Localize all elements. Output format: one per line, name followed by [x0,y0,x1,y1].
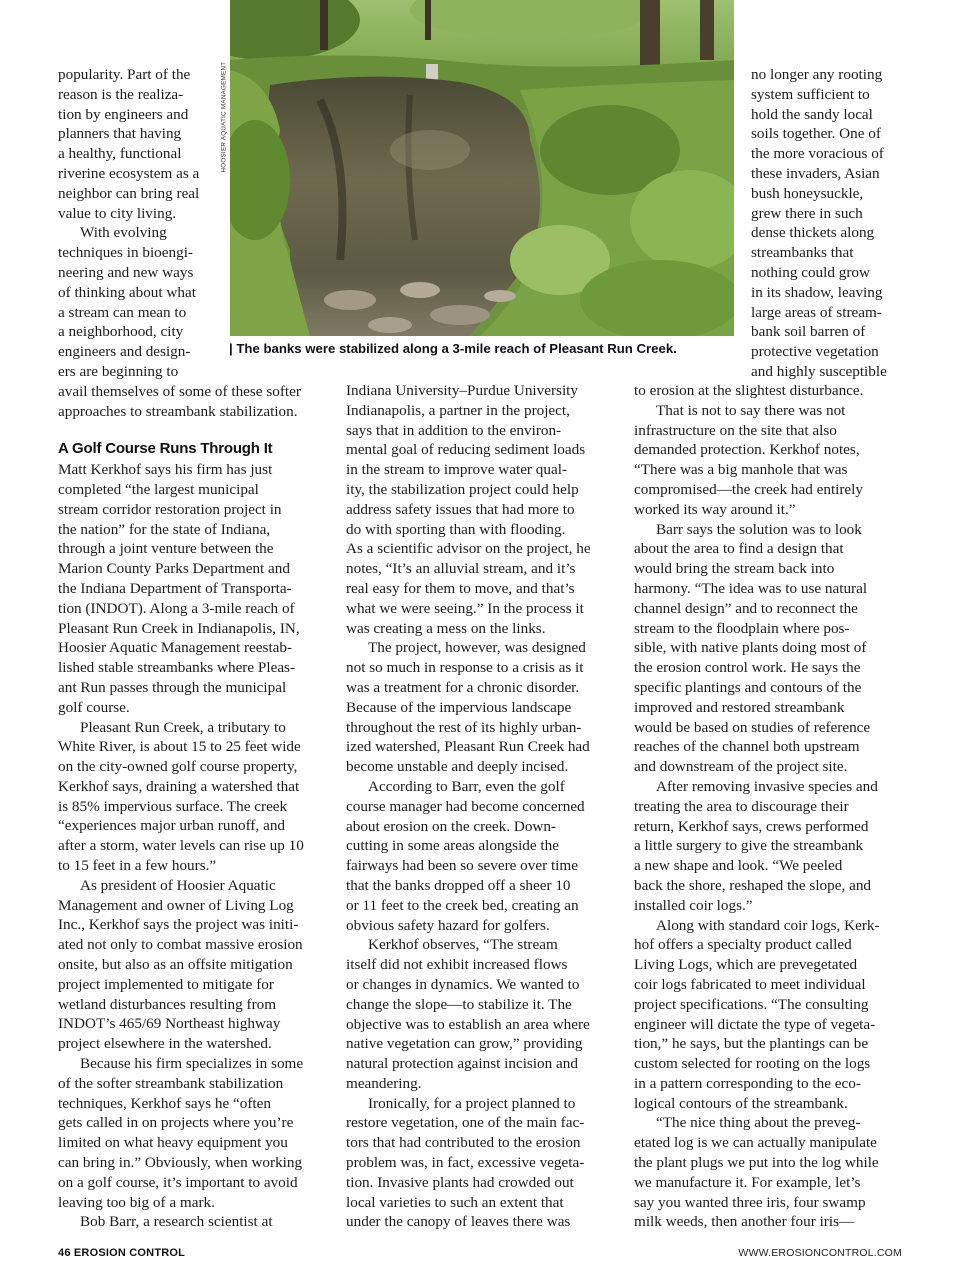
text-line: tion. Invasive plants had crowded out [346,1173,574,1191]
text-line: the plant plugs we put into the log while [634,1154,879,1172]
text-line: mental goal of reducing sediment loads [346,441,586,459]
text-line: can bring in.” Obviously, when working [58,1154,303,1172]
text-line: not so much in response to a crisis as it [346,659,584,677]
text-line: INDOT’s 465/69 Northeast highway [58,1015,281,1033]
text-line: limited on what heavy equipment you [58,1134,288,1152]
text-line: back the shore, reshaped the slope, and [634,876,872,894]
text-line: tion (INDOT). Along a 3-mile reach of [58,599,295,617]
text-line: ers are beginning to [58,362,179,380]
text-line: onsite, but also as an offsite mitigation [58,956,293,974]
column-2 [346,381,621,1232]
text-line: wetland disturbances resulting from [58,995,277,1013]
text-line: ated not only to combat massive erosion [58,936,303,954]
text-line: a new shape and look. “We peeled [634,857,843,875]
text-line: is 85% impervious surface. The creek [58,797,288,815]
text-line: As a scientific advisor on the project, he [346,540,591,558]
text-line: address safety issues that had more to [346,500,575,518]
text-line: planners that having [58,125,182,143]
text-line: tors that had contributed to the erosion [346,1134,581,1152]
col2-para-2 [346,638,621,777]
text-line: specific plantings and contours of the [634,678,862,696]
text-line: through a joint venture between the [58,540,274,558]
text-line: milk weeds, then another four iris— [634,1213,855,1231]
text-line: golf course. [58,698,130,716]
text-line: to erosion at the slightest disturbance. [634,382,864,399]
text-line: harmony. “The idea was to use natural [634,579,868,597]
text-line: coir logs fabricated to meet individual [634,975,866,993]
text-line: Pleasant Run Creek in Indianapolis, IN, [58,619,300,637]
text-line: itself did not exhibit increased flows [346,956,568,974]
text-line: or changes in dynamics. We wanted to [346,975,580,993]
text-line: Kerkhof observes, “The stream [368,936,558,954]
text-line: reaches of the channel both upstream [634,738,860,756]
text-line: After removing invasive species and [656,777,878,795]
text-line: would be based on studies of reference [634,718,871,736]
text-line: hold the sandy local [751,105,873,123]
text-line: Hoosier Aquatic Management reestab- [58,639,293,657]
col1-para-1 [58,61,333,223]
col1-para-6 [58,1054,333,1212]
text-line: gets called in on projects where you’re [58,1114,294,1132]
text-line: Indianapolis, a partner in the project, [346,401,570,419]
text-line: under the canopy of leaves there was [346,1213,571,1231]
photo-caption: | The banks were stabilized along a 3-mile reach of Pleasant Run Creek. [229,341,677,356]
text-line: hof offers a specialty product called [634,936,852,954]
column-1 [58,61,333,1232]
text-line: Marion County Parks Department and [58,560,290,578]
text-line: stream corridor restoration project in [58,500,282,518]
section-heading: A Golf Course Runs Through It [58,440,273,458]
text-line: grew there in such [751,204,863,222]
col2-para-3 [346,777,621,935]
text-line: the erosion control work. He says the [634,659,861,677]
text-line: cutting in some areas alongside the [346,837,559,855]
text-line: course manager had become concerned [346,797,585,815]
text-line: popularity. Part of the [58,66,191,83]
text-line: return, Kerkhof says, crews performed [634,817,869,835]
text-line: project specifications. “The consulting [634,995,869,1013]
text-line: Matt Kerkhof says his firm has just [58,461,273,479]
text-line: completed “the largest municipal [58,480,259,498]
text-line: after a storm, water levels can rise up 10 [58,837,304,855]
col3-para-1-end [634,381,909,401]
col2-para-4 [346,935,621,1093]
text-line: Because his firm specializes in some [80,1055,304,1073]
text-line: do with sporting than with flooding. [346,520,566,538]
photo-credit: HOOSIER AQUATIC MANAGEMENT [220,61,228,173]
text-line: the nation” for the state of Indiana, [58,520,271,538]
text-line: “The nice thing about the preveg- [656,1114,861,1132]
text-line: etated log is we can actually manipulate [634,1134,877,1152]
text-line: The project, however, was designed [368,639,586,657]
text-line: Bob Barr, a research scientist at [80,1213,273,1231]
col3-para-4 [634,777,909,916]
text-line: techniques, Kerkhof says he “often [58,1094,271,1112]
text-line: infrastructure on the site that also [634,421,837,439]
text-line: Living Logs, which are prevegetated [634,956,858,974]
text-line: natural protection against incision and [346,1055,578,1073]
text-line: that the banks dropped off a sheer 10 [346,876,571,894]
text-line: ant Run passes through the municipal [58,678,287,696]
text-line: That is not to say there was not [656,401,846,419]
text-line: According to Barr, even the golf [368,777,565,795]
text-line: problem was, in fact, excessive vegeta- [346,1154,585,1172]
text-line: and downstream of the project site. [634,758,848,776]
col3-para-6 [634,1113,909,1232]
text-line: throughout the rest of its highly urban- [346,718,582,736]
text-line: Pleasant Run Creek, a tributary to [80,718,286,736]
text-line: channel design” and to reconnect the [634,599,858,617]
col2-para-5 [346,1094,621,1233]
text-line: obvious safety hazard for golfers. [346,916,550,934]
text-line: protective vegetation [751,343,879,361]
col1-para-5 [58,876,333,1054]
text-line: on the city-owned golf course property, [58,758,298,776]
text-line: a little surgery to give the streambank [634,837,864,855]
text-line: native vegetation can grow,” providing [346,1035,583,1053]
text-line: a stream can mean to [58,303,187,321]
text-line: or 11 feet to the creek bed, creating an [346,896,579,914]
text-line: about the area to find a design that [634,540,844,558]
text-line: custom selected for rooting on the logs [634,1055,871,1073]
text-line: change the slope—to stabilize it. The [346,995,572,1013]
text-line: the more voracious of [751,145,884,163]
text-line: Ironically, for a project planned to [368,1094,576,1112]
text-line: neighbor can bring real [58,184,200,202]
text-line: project implemented to mitigate for [58,975,274,993]
text-line: in its shadow, leaving [751,283,883,301]
text-line: improved and restored streambank [634,698,845,716]
col3-para-2 [634,401,909,520]
text-line: riverine ecosystem as a [58,164,200,182]
text-line: project elsewhere in the watershed. [58,1035,272,1053]
text-line: engineer will dictate the type of vegeta- [634,1015,876,1033]
text-line: logical contours of the streambank. [634,1094,848,1112]
text-line: we manufacture it. For example, let’s [634,1173,861,1191]
text-line: objective was to establish an area where [346,1015,590,1033]
col1-para-3 [58,460,333,717]
text-line: techniques in bioengi- [58,244,193,262]
text-line: installed coir logs.” [634,896,753,914]
page-number-magazine: 46 EROSION CONTROL [58,1247,186,1259]
text-line: a neighborhood, city [58,323,184,341]
text-line: Kerkhof says, draining a watershed that [58,777,300,795]
text-line: nothing could grow [751,263,870,281]
text-line: With evolving [80,224,167,242]
text-line: reason is the realiza- [58,85,184,103]
text-line: about erosion on the creek. Down- [346,817,557,835]
text-line: avail themselves of some of these softer [58,382,301,400]
text-line: large areas of stream- [751,303,882,321]
text-line: of thinking about what [58,283,196,301]
text-line: soils together. One of [751,125,881,143]
text-line: in a pattern corresponding to the eco- [634,1074,861,1092]
text-line: and highly susceptible [751,362,887,380]
text-line: bank soil barren of [751,323,866,341]
column-3-top [751,65,911,382]
text-line: what we were seeing.” In the process it [346,599,584,617]
col1-para-4 [58,718,333,876]
text-line: on a golf course, it’s important to avoid [58,1173,298,1191]
text-line: of the softer streambank stabilization [58,1074,284,1092]
text-line: stream to the floodplain where pos- [634,619,850,637]
text-line: restore vegetation, one of the main fac- [346,1114,585,1132]
text-line: Inc., Kerkhof says the project was initi- [58,916,299,934]
text-line: Management and owner of Living Log [58,896,294,914]
text-line: real easy for them to move, and that’s [346,579,575,597]
text-line: the Indiana Department of Transporta- [58,579,292,597]
text-line: sible, with native plants doing most of [634,639,867,657]
text-line: would bring the stream back into [634,560,835,578]
text-line: say you wanted three iris, four swamp [634,1193,866,1211]
website-url: WWW.EROSIONCONTROL.COM [738,1247,902,1259]
text-line: tion by engineers and [58,105,189,123]
col2-para-1 [346,381,621,638]
text-line: As president of Hoosier Aquatic [80,876,276,894]
text-line: compromised—the creek had entirely [634,480,863,498]
text-line: Because of the impervious landscape [346,698,572,716]
text-line: to 15 feet in a few hours.” [58,857,217,875]
text-line: neering and new ways [58,263,194,281]
text-line: Indiana University–Purdue University [346,382,578,399]
text-line: “experiences major urban runoff, and [58,817,286,835]
text-line: says that in addition to the environ- [346,421,562,439]
text-line: Along with standard coir logs, Kerk- [656,916,880,934]
text-line: Barr says the solution was to look [656,520,862,538]
text-line: approaches to streambank stabilization. [58,402,298,420]
col3-para-5 [634,916,909,1114]
text-line: in the stream to improve water qual- [346,461,567,479]
text-line: streambanks that [751,244,854,262]
text-line: become unstable and deeply incised. [346,758,569,776]
col3-para-3 [634,520,909,777]
col1-para-7 [58,1212,333,1232]
text-line: value to city living. [58,204,177,222]
text-line: ity, the stabilization project could help [346,480,579,498]
text-line: bush honeysuckle, [751,184,864,202]
text-line: these invaders, Asian [751,164,880,182]
text-line: engineers and design- [58,343,191,361]
text-line: no longer any rooting [751,66,883,83]
text-line: tion,” he says, but the plantings can be [634,1035,869,1053]
text-line: was creating a mess on the links. [346,619,546,637]
text-line: worked its way around it.” [634,500,796,518]
text-line: demanded protection. Kerkhof notes, [634,441,860,459]
text-line: treating the area to discourage their [634,797,849,815]
text-line: White River, is about 15 to 25 feet wide [58,738,301,756]
text-line: local varieties to such an extent that [346,1193,564,1211]
text-line: notes, “It’s an alluvial stream, and it’s [346,560,576,578]
text-line: system sufficient to [751,85,870,103]
text-line: dense thickets along [751,224,875,242]
column-3 [634,381,909,1232]
text-line: fairways had been so severe over time [346,857,578,875]
text-line: ized watershed, Pleasant Run Creek had [346,738,590,756]
col1-para-2 [58,223,333,421]
text-line: lished stable streambanks where Pleas- [58,659,296,677]
text-line: meandering. [346,1074,422,1092]
text-line: “There was a big manhole that was [634,461,848,479]
text-line: was a treatment for a chronic disorder. [346,678,580,696]
text-line: leaving too big of a mark. [58,1193,215,1211]
text-line: a healthy, functional [58,145,182,163]
